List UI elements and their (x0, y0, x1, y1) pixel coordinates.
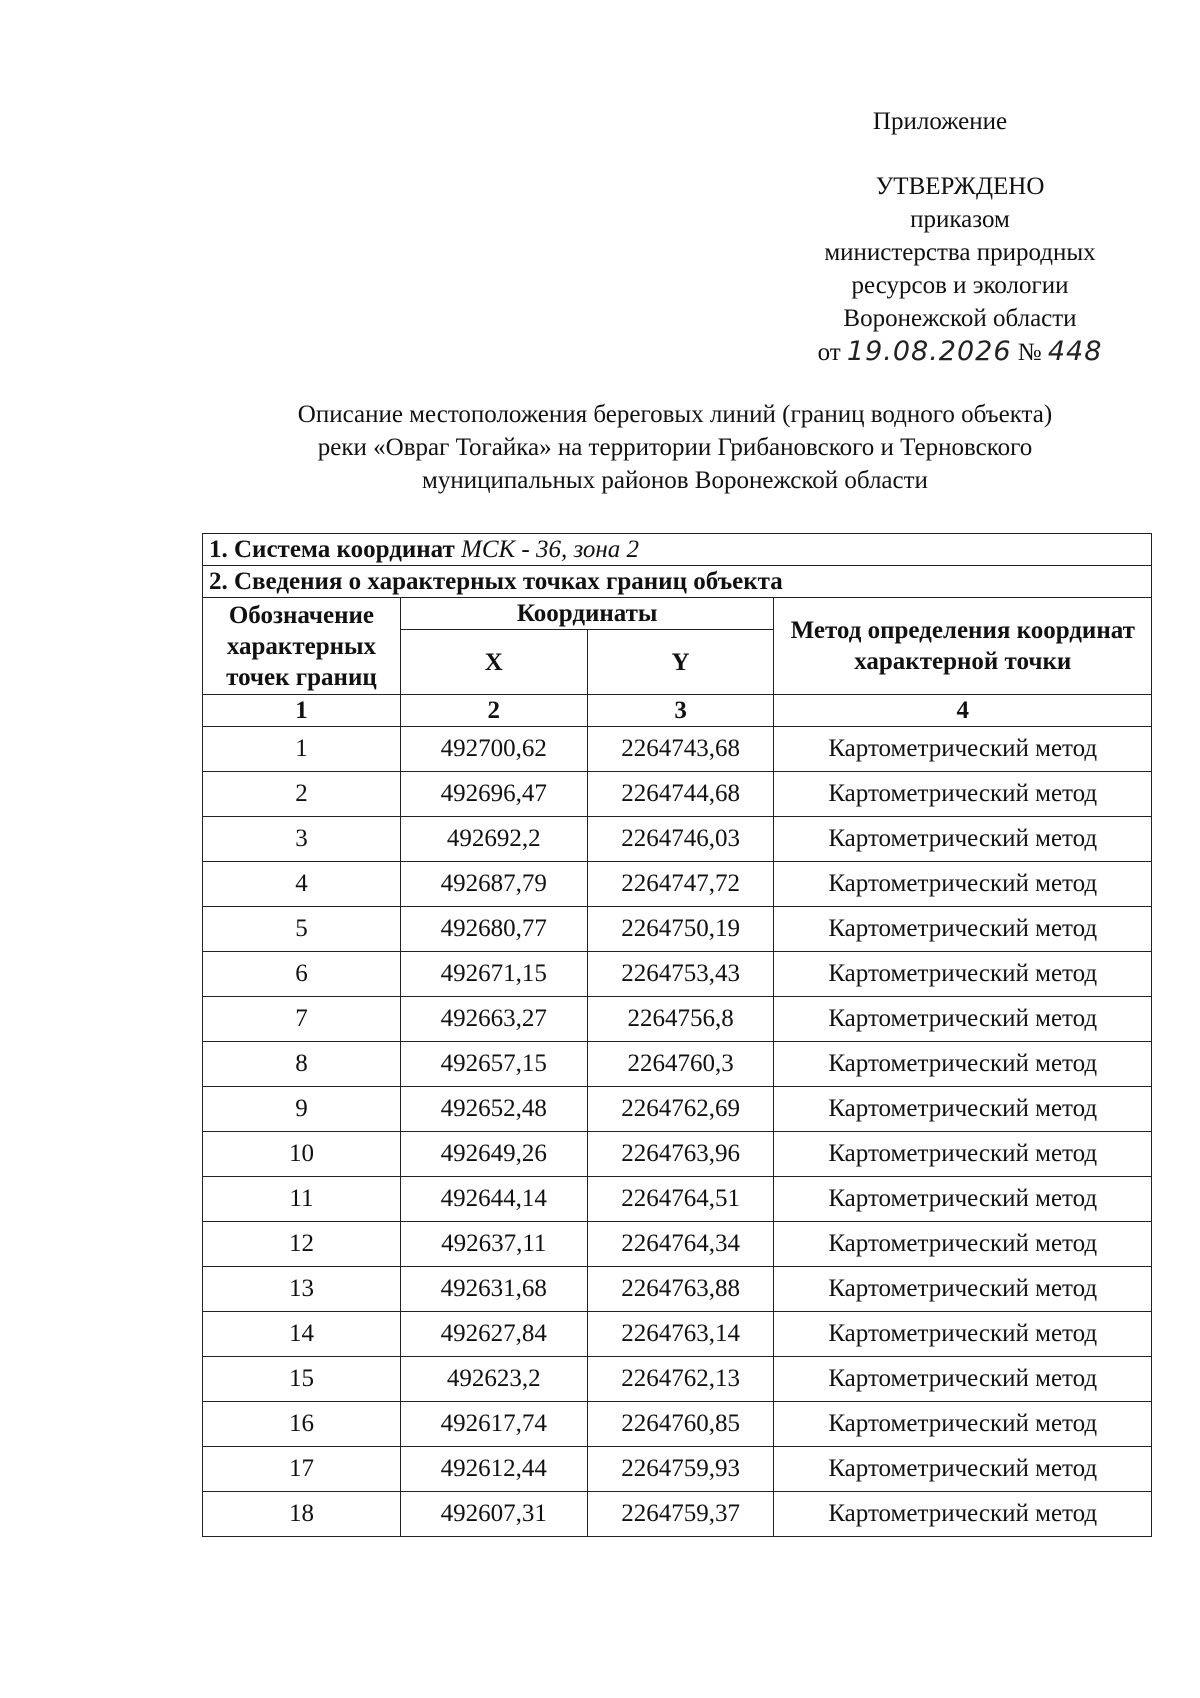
x-coordinate-cell: 492652,48 (400, 1087, 587, 1132)
title-line-1: Описание местоположения береговых линий (границ водного объекта) (297, 401, 1053, 428)
method-cell: Картометрический метод (774, 1132, 1152, 1177)
table-row (203, 1492, 1152, 1537)
x-coordinate-cell: 492637,11 (400, 1222, 587, 1267)
handwritten-date: 19.08.2026 (846, 336, 1012, 367)
y-coordinate-cell: 2264756,8 (587, 997, 774, 1042)
method-cell: Картометрический метод (774, 1357, 1152, 1402)
table-row (203, 1177, 1152, 1222)
y-coordinate-cell: 2264753,43 (587, 952, 774, 997)
coordinate-system-value: МСК - 36, зона 2 (461, 535, 640, 563)
number-sign: № (1017, 339, 1042, 366)
point-number-cell: 13 (203, 1267, 401, 1312)
method-cell: Картометрический метод (774, 997, 1152, 1042)
point-number-cell: 5 (203, 907, 401, 952)
column-number: 3 (587, 695, 774, 727)
x-coordinate-cell: 492692,2 (400, 817, 587, 862)
x-coordinate-cell: 492644,14 (400, 1177, 587, 1222)
column-number-row (203, 695, 1152, 727)
table-row (203, 1447, 1152, 1492)
table-row (203, 862, 1152, 907)
header-point-designation: Обозначение характерных точек границ (203, 598, 401, 695)
y-coordinate-cell: 2264744,68 (587, 772, 774, 817)
x-coordinate-cell: 492663,27 (400, 997, 587, 1042)
x-coordinate-cell: 492657,15 (400, 1042, 587, 1087)
point-number-cell: 15 (203, 1357, 401, 1402)
y-coordinate-cell: 2264763,96 (587, 1132, 774, 1177)
point-number-cell: 16 (203, 1402, 401, 1447)
y-coordinate-cell: 2264759,93 (587, 1447, 774, 1492)
point-number-cell: 18 (203, 1492, 401, 1537)
title-line-3: муниципальных районов Воронежской области (422, 467, 928, 494)
coordinate-system-label: 1. Система координат (209, 535, 455, 563)
x-coordinate-cell: 492617,74 (400, 1402, 587, 1447)
y-coordinate-cell: 2264762,69 (587, 1087, 774, 1132)
table-row (203, 1222, 1152, 1267)
y-coordinate-cell: 2264763,88 (587, 1267, 774, 1312)
table-row (203, 997, 1152, 1042)
ministry-line-1: министерства природных (824, 239, 1096, 266)
method-cell: Картометрический метод (774, 772, 1152, 817)
table-row (203, 1132, 1152, 1177)
y-coordinate-cell: 2264760,85 (587, 1402, 774, 1447)
y-coordinate-cell: 2264760,3 (587, 1042, 774, 1087)
approval-block (790, 170, 1130, 369)
y-coordinate-cell: 2264746,03 (587, 817, 774, 862)
handwritten-number: 448 (1047, 336, 1103, 367)
y-coordinate-cell: 2264764,51 (587, 1177, 774, 1222)
title-line-2: реки «Овраг Тогайка» на территории Грибановского и Терновского (317, 434, 1033, 461)
point-number-cell: 10 (203, 1132, 401, 1177)
point-number-cell: 14 (203, 1312, 401, 1357)
order-date-line (790, 335, 1130, 369)
point-number-cell: 3 (203, 817, 401, 862)
ministry-line-3: Воронежской области (843, 305, 1077, 332)
method-cell: Картометрический метод (774, 1402, 1152, 1447)
table-row (203, 1042, 1152, 1087)
table-row (203, 817, 1152, 862)
table-row (203, 1402, 1152, 1447)
approved-heading: УТВЕРЖДЕНО (875, 173, 1045, 200)
x-coordinate-cell: 492649,26 (400, 1132, 587, 1177)
point-number-cell: 11 (203, 1177, 401, 1222)
table-row (203, 772, 1152, 817)
x-coordinate-cell: 492696,47 (400, 772, 587, 817)
table-row (203, 952, 1152, 997)
table-row (203, 1357, 1152, 1402)
column-number: 4 (774, 695, 1152, 727)
point-number-cell: 6 (203, 952, 401, 997)
header-method: Метод определения координат характерной точки (774, 598, 1152, 695)
x-coordinate-cell: 492627,84 (400, 1312, 587, 1357)
x-coordinate-cell: 492623,2 (400, 1357, 587, 1402)
point-number-cell: 17 (203, 1447, 401, 1492)
method-cell: Картометрический метод (774, 727, 1152, 772)
ministry-line-2: ресурсов и экологии (851, 272, 1069, 299)
method-cell: Картометрический метод (774, 1087, 1152, 1132)
boundary-points-heading: 2. Сведения о характерных точках границ объекта (203, 566, 1152, 598)
y-coordinate-cell: 2264762,13 (587, 1357, 774, 1402)
point-number-cell: 12 (203, 1222, 401, 1267)
table-row (203, 727, 1152, 772)
header-x: X (400, 630, 587, 695)
point-number-cell: 8 (203, 1042, 401, 1087)
x-coordinate-cell: 492700,62 (400, 727, 587, 772)
point-number-cell: 4 (203, 862, 401, 907)
column-number: 2 (400, 695, 587, 727)
method-cell: Картометрический метод (774, 1267, 1152, 1312)
y-coordinate-cell: 2264750,19 (587, 907, 774, 952)
coordinates-table (202, 533, 1152, 1537)
method-cell: Картометрический метод (774, 907, 1152, 952)
x-coordinate-cell: 492671,15 (400, 952, 587, 997)
method-cell: Картометрический метод (774, 1492, 1152, 1537)
column-number: 1 (203, 695, 401, 727)
y-coordinate-cell: 2264763,14 (587, 1312, 774, 1357)
method-cell: Картометрический метод (774, 952, 1152, 997)
header-coordinates: Координаты (400, 598, 774, 630)
point-number-cell: 7 (203, 997, 401, 1042)
x-coordinate-cell: 492680,77 (400, 907, 587, 952)
point-number-cell: 1 (203, 727, 401, 772)
coordinate-system-row (203, 534, 1152, 566)
method-cell: Картометрический метод (774, 1177, 1152, 1222)
method-cell: Картометрический метод (774, 862, 1152, 907)
table-row (203, 1312, 1152, 1357)
table-row (203, 1267, 1152, 1312)
document-title (150, 398, 1200, 497)
method-cell: Картометрический метод (774, 1042, 1152, 1087)
x-coordinate-cell: 492607,31 (400, 1492, 587, 1537)
y-coordinate-cell: 2264747,72 (587, 862, 774, 907)
method-cell: Картометрический метод (774, 1447, 1152, 1492)
header-y: Y (587, 630, 774, 695)
date-prefix: от (817, 339, 841, 366)
appendix-label: Приложение (872, 108, 1008, 135)
point-number-cell: 9 (203, 1087, 401, 1132)
table-row (203, 907, 1152, 952)
y-coordinate-cell: 2264743,68 (587, 727, 774, 772)
x-coordinate-cell: 492687,79 (400, 862, 587, 907)
table-row (203, 1087, 1152, 1132)
point-number-cell: 2 (203, 772, 401, 817)
y-coordinate-cell: 2264759,37 (587, 1492, 774, 1537)
method-cell: Картометрический метод (774, 817, 1152, 862)
x-coordinate-cell: 492612,44 (400, 1447, 587, 1492)
method-cell: Картометрический метод (774, 1312, 1152, 1357)
method-cell: Картометрический метод (774, 1222, 1152, 1267)
y-coordinate-cell: 2264764,34 (587, 1222, 774, 1267)
x-coordinate-cell: 492631,68 (400, 1267, 587, 1312)
by-order-text: приказом (910, 206, 1010, 233)
